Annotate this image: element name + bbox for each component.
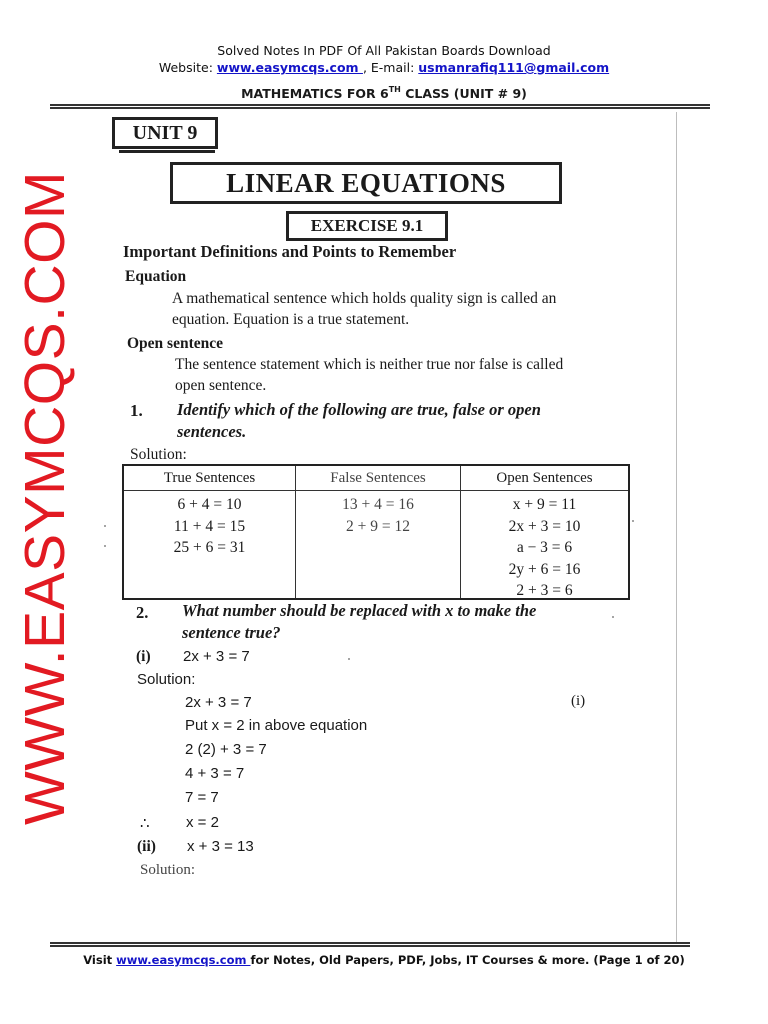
margin-line: [676, 112, 677, 942]
document-title: MATHEMATICS FOR 6TH CLASS (UNIT # 9): [241, 85, 527, 101]
equation-def-line1: A mathematical sentence which holds quality sign is called an: [172, 290, 557, 307]
footer-text: for Notes, Old Papers, PDF, Jobs, IT Courses & more. (Page 1 of 20): [250, 953, 685, 967]
q2-text-line1: What number should be replaced with x to make the: [182, 601, 537, 620]
therefore-symbol: ∴: [140, 816, 150, 832]
definitions-heading: Important Definitions and Points to Remember: [123, 242, 457, 261]
header-tagline: Solved Notes In PDF Of All Pakistan Boards Download: [217, 43, 551, 58]
solution-step: 7 = 7: [185, 789, 219, 806]
q1-number: 1.: [130, 401, 143, 420]
equation-term: Equation: [125, 268, 187, 285]
watermark: [13, 171, 77, 825]
q1-text-line1: Identify which of the following are true, false or open: [177, 400, 541, 419]
table-cell: 25 + 6 = 31: [173, 539, 246, 556]
q2-text-line2: sentence true?: [182, 623, 281, 642]
solution-step: Put x = 2 in above equation: [185, 717, 368, 734]
table-cell: 2y + 6 = 16: [508, 560, 581, 578]
scan-speck: [104, 545, 106, 547]
email-link[interactable]: usmanrafiq111@gmail.com: [418, 60, 610, 75]
exercise-label: EXERCISE 9.1: [286, 211, 448, 241]
solution-result: x = 2: [186, 814, 219, 831]
scan-speck: [612, 616, 614, 618]
table-cell: 2 + 9 = 12: [346, 517, 410, 535]
table-header: Open Sentences: [461, 466, 628, 491]
q2-part-i-label: (i): [136, 648, 151, 665]
equation-reference: (i): [571, 693, 586, 709]
equation-def-line2: equation. Equation is a true statement.: [172, 311, 410, 328]
website-link[interactable]: www.easymcqs.com: [216, 60, 363, 75]
open-def-line1: The sentence statement which is neither true nor false is called: [175, 356, 564, 373]
solution-step: 2 (2) + 3 = 7: [185, 741, 267, 758]
table-cell: x + 9 = 11: [512, 496, 577, 513]
table-cell: a − 3 = 6: [516, 539, 573, 556]
solution-step: 2x + 3 = 7: [185, 694, 252, 711]
header-divider: [50, 104, 710, 109]
solution-step: 4 + 3 = 7: [185, 765, 245, 782]
website-label: Website:: [158, 60, 213, 75]
open-sentences-column: [461, 466, 628, 598]
table-cell: 2x + 3 = 10: [508, 517, 581, 535]
q2-solution2-label: Solution:: [140, 862, 196, 878]
page-header: [0, 42, 768, 76]
q1-solution-label: Solution:: [130, 446, 187, 463]
true-sentences-column: [124, 466, 296, 598]
q2-number: 2.: [136, 603, 149, 622]
false-sentences-column: [296, 466, 461, 598]
table-cell: 11 + 4 = 15: [173, 517, 246, 535]
chapter-title: LINEAR EQUATIONS: [170, 162, 562, 204]
q1-text-line2: sentences.: [177, 422, 247, 441]
sentences-table: [122, 464, 630, 600]
scan-speck: [632, 520, 634, 522]
header-contact: [0, 59, 768, 76]
scan-speck: [348, 658, 350, 660]
footer-divider: [50, 942, 690, 947]
table-cell: 6 + 4 = 10: [177, 496, 242, 513]
footer-website-link[interactable]: www.easymcqs.com: [116, 953, 251, 967]
page-footer: [0, 953, 768, 967]
open-def-line2: open sentence.: [175, 377, 267, 394]
footer-visit: Visit: [83, 953, 117, 967]
table-header: False Sentences: [296, 466, 460, 491]
q2-part-ii-equation: x + 3 = 13: [187, 838, 254, 855]
q2-part-i-equation: 2x + 3 = 7: [183, 648, 250, 665]
table-cell: 2 + 3 = 6: [516, 582, 573, 599]
watermark-text: WWW.EASYMCQS.COM: [13, 171, 77, 825]
table-header: True Sentences: [124, 466, 295, 491]
unit-label: UNIT 9: [112, 117, 218, 149]
q2-part-ii-label: (ii): [137, 838, 156, 855]
open-sentence-term: Open sentence: [127, 335, 224, 352]
scan-speck: [104, 525, 106, 527]
email-label: , E-mail:: [362, 60, 415, 75]
q2-solution-label: Solution:: [137, 671, 196, 688]
table-cell: 13 + 4 = 16: [342, 496, 414, 513]
